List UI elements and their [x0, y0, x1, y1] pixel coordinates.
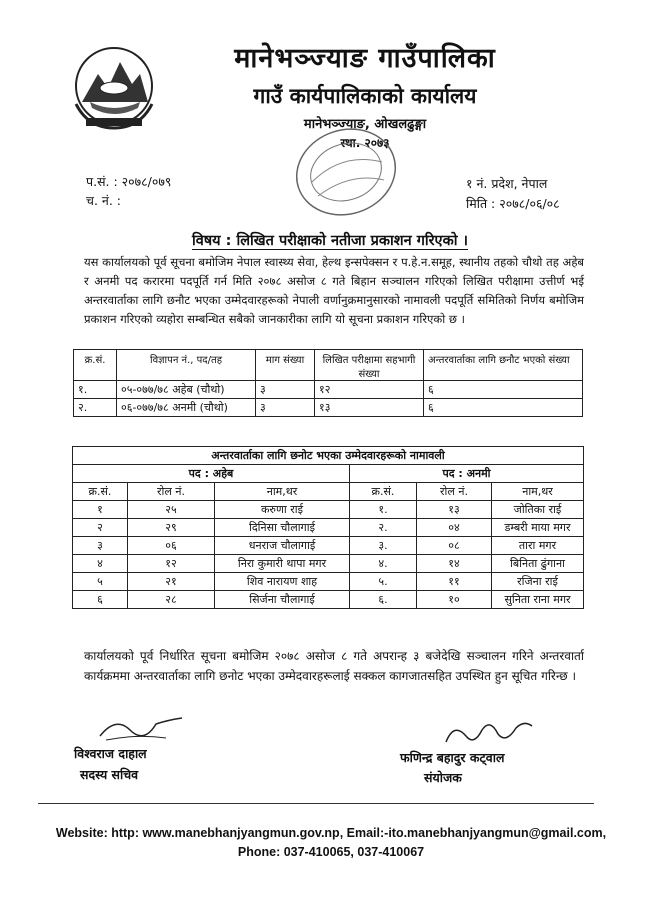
- table-row: [73, 537, 584, 555]
- table-cell: १.: [74, 381, 117, 399]
- subject-text: विषय : लिखित परीक्षाको नतीजा प्रकाशन गरिएको ।: [191, 233, 469, 249]
- table-cell: १: [73, 501, 128, 519]
- table-caption-row: [73, 447, 584, 465]
- table-cell: ०६: [128, 537, 215, 555]
- table-cell: २.: [74, 399, 117, 417]
- table-cell: निरा कुमारी थापा मगर: [215, 555, 350, 573]
- table-cell: ०६-०७७/७८ अनमी (चौथो): [117, 399, 256, 417]
- table-row: [73, 591, 584, 609]
- table-cell: १०: [417, 591, 492, 609]
- table-cell: करुणा राई: [215, 501, 350, 519]
- notice-body: यस कार्यालयको पूर्व सूचना बमोजिम नेपाल स्वास्थ्य सेवा, हेल्थ इन्सपेक्सन र प.हे.न.समूह, स्थानीय तहको चौथो तह अहेब र अनमी पद करारमा पदपूर्ति गर्न मिति २०७८ असोज ८ गते बिहान सञ्चालन गरिएको लिखित परीक्षामा उत्तीर्ण भई अन्तरवार्ताका लागि छनौट भएका उम्मेदवारहरूको नेपाली वर्णानुक्रमानुसारको नामावली पदपूर्ति समितिको निर्णय बमोजिम प्रकाशन गरिएको व्यहोरा सम्बन्धित सबैको जानकारीका लागि यो सूचना प्रकाशन गरिएको छ ।: [84, 255, 584, 326]
- column-header: अन्तरवार्ताका लागि छनौट भएको संख्या: [424, 350, 583, 381]
- table-cell: २.: [350, 519, 417, 537]
- table-row: [73, 501, 584, 519]
- table-cell: २८: [128, 591, 215, 609]
- footer-divider: [38, 803, 594, 804]
- summary-table: [73, 349, 583, 417]
- table-cell: धनराज चौलागाई: [215, 537, 350, 555]
- column-header: विज्ञापन नं., पद/तह: [117, 350, 256, 381]
- table-cell: ०५-०७७/७८ अहेब (चौथो): [117, 381, 256, 399]
- established-year: स्था. २०७३: [340, 136, 390, 150]
- nepal-emblem-logo: [68, 44, 160, 132]
- office-address: मानेभञ्ज्याङ, ओखलढुङ्गा: [303, 117, 427, 132]
- table-cell: ६: [424, 399, 583, 417]
- table-cell: ०८: [417, 537, 492, 555]
- table-caption: अन्तरवार्ताका लागि छनोट भएका उम्मेदवारहरूको नामावली: [73, 447, 584, 465]
- footer-contact-phone: Phone: 037-410065, 037-410067: [237, 845, 425, 859]
- municipality-title: मानेभञ्ज्याङ गाउँपालिका: [234, 43, 496, 74]
- column-header: लिखित परीक्षामा सहभागी संख्या: [315, 350, 424, 381]
- post-ahev-header: पद : अहेब: [73, 465, 350, 483]
- column-header: क्र.सं.: [74, 350, 117, 381]
- right-signatory-name: फणिन्द्र बहादुर कट्वाल: [400, 750, 505, 765]
- closing-paragraph: कार्यालयको पूर्व निर्धारित सूचना बमोजिम २०७८ असोज ८ गते अपरान्ह ३ बजेदेखि सञ्चालन गरिने अन्तरवार्ता कार्यक्रममा अन्तरवार्ताका लागि छनोट भएका उम्मेदवारहरूलाई सक्कल कागजातसहित उपस्थित हुन सूचित गरिन्छ ।: [84, 649, 584, 683]
- post-header-row: [73, 465, 584, 483]
- column-header: नाम,थर: [215, 483, 350, 501]
- table-row: [73, 573, 584, 591]
- left-signature: [96, 712, 186, 744]
- table-cell: १२: [315, 381, 424, 399]
- table-cell: शिव नारायण शाह: [215, 573, 350, 591]
- table-cell: रजिना राई: [492, 573, 584, 591]
- right-signatory-role: संयोजक: [424, 770, 462, 785]
- candidates-table: [72, 446, 584, 609]
- table-cell: ३.: [350, 537, 417, 555]
- table-cell: १.: [350, 501, 417, 519]
- office-name: गाउँ कार्यपालिकाको कार्यालय: [253, 84, 477, 108]
- reference-number: प.सं. : २०७८/०७९: [86, 174, 172, 189]
- table-cell: १३: [417, 501, 492, 519]
- right-signature: [440, 716, 536, 750]
- table-cell: दिनिसा चौलागाई: [215, 519, 350, 537]
- left-signatory-name: विश्वराज दाहाल: [74, 746, 147, 761]
- table-cell: १२: [128, 555, 215, 573]
- table-row: [74, 381, 583, 399]
- column-header: रोल नं.: [128, 483, 215, 501]
- province-label: १ नं. प्रदेश, नेपाल: [466, 176, 548, 191]
- column-header: माग संख्या: [256, 350, 315, 381]
- table-cell: ३: [73, 537, 128, 555]
- table-cell: १३: [315, 399, 424, 417]
- table-cell: ६: [424, 381, 583, 399]
- table-cell: २: [73, 519, 128, 537]
- footer-contact-web: Website: http: www.manebhanjyangmun.gov.np, Email:-ito.manebhanjyangmun@gmail.com,: [55, 826, 607, 840]
- table-cell: २१: [128, 573, 215, 591]
- table-cell: ११: [417, 573, 492, 591]
- table-cell: ४.: [350, 555, 417, 573]
- table-cell: सुनिता राना मगर: [492, 591, 584, 609]
- table-row: [73, 555, 584, 573]
- dispatch-number: च. नं. :: [86, 193, 121, 208]
- date-label: मिति : २०७८/०६/०८: [466, 196, 560, 211]
- table-cell: ६.: [350, 591, 417, 609]
- table-cell: सिर्जना चौलागाई: [215, 591, 350, 609]
- table-cell: ४: [73, 555, 128, 573]
- table-row: [74, 399, 583, 417]
- table-cell: ०४: [417, 519, 492, 537]
- table-cell: १४: [417, 555, 492, 573]
- column-header: क्र.सं.: [350, 483, 417, 501]
- post-anami-header: पद : अनमी: [350, 465, 584, 483]
- table-cell: ५: [73, 573, 128, 591]
- table-row: [73, 519, 584, 537]
- table-cell: जोतिका राई: [492, 501, 584, 519]
- office-stamp: [292, 122, 400, 220]
- table-cell: बिनिता ढुंगाना: [492, 555, 584, 573]
- left-signatory-role: सदस्य सचिव: [80, 767, 139, 782]
- table-cell: तारा मगर: [492, 537, 584, 555]
- table-cell: ३: [256, 399, 315, 417]
- table-header-row: [74, 350, 583, 381]
- column-header-row: [73, 483, 584, 501]
- column-header: नाम,थर: [492, 483, 584, 501]
- table-cell: ६: [73, 591, 128, 609]
- table-cell: २९: [128, 519, 215, 537]
- column-header: रोल नं.: [417, 483, 492, 501]
- table-cell: ३: [256, 381, 315, 399]
- table-cell: डम्बरी माया मगर: [492, 519, 584, 537]
- table-cell: २५: [128, 501, 215, 519]
- column-header: क्र.सं.: [73, 483, 128, 501]
- subject-line: [90, 230, 570, 250]
- table-cell: ५.: [350, 573, 417, 591]
